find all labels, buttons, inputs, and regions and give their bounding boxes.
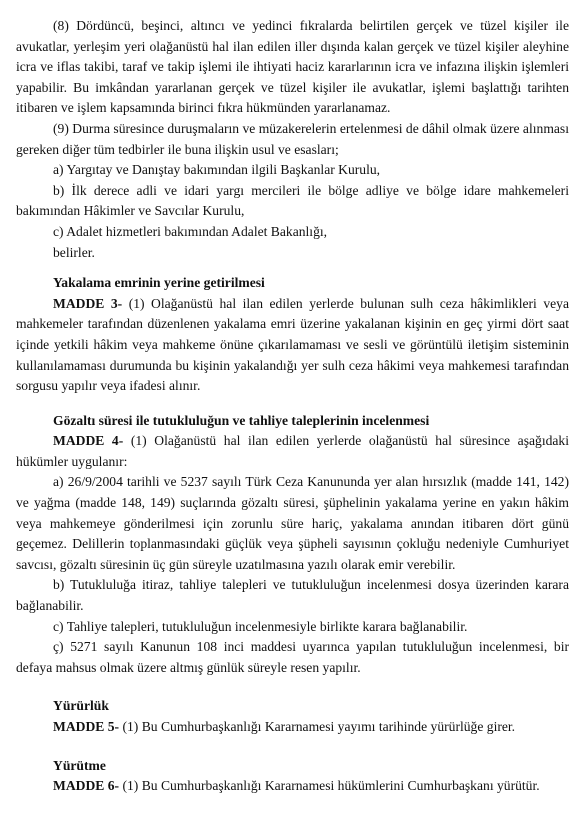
article-5-heading: Yürürlük <box>53 698 109 714</box>
article-6-text: (1) Bu Cumhurbaşkanlığı Kararnamesi hükümlerini Cumhurbaşkanı yürütür. <box>119 778 540 794</box>
article-4-text: (1) Olağanüstü hal ilan edilen yerlerde olağanüstü hal süresince aşağıdaki hükümler uygulanır: <box>16 433 569 469</box>
article-4-heading: Gözaltı süresi ile tutukluluğun ve tahliye taleplerinin incelenmesi <box>53 412 430 428</box>
article-3-body <box>16 294 569 397</box>
article-3-heading: Yakalama emrinin yerine getirilmesi <box>53 275 265 291</box>
article-5-body <box>16 717 569 738</box>
paragraph-9: (9) Durma süresince duruşmaların ve müzakerelerin ertelenmesi de dâhil olmak üzere alınması gereken diğer tüm tedbirler ile buna ilişkin usul ve esasları; <box>16 120 569 157</box>
article-4-label: MADDE 4- <box>53 433 124 449</box>
list-item-b: b) İlk derece adli ve idari yargı mercileri ile bölge adliye ve bölge idare mahkemeleri bakımından Hâkimler ve Savcılar Kurulu, <box>16 182 569 219</box>
article-3-label: MADDE 3- <box>53 295 123 311</box>
article-4-item-c: c) Tahliye talepleri, tutukluluğun incelenmesiyle birlikte karara bağlanabilir. <box>53 618 468 634</box>
article-6-label: MADDE 6- <box>53 778 120 794</box>
list-item-c: c) Adalet hizmetleri bakımından Adalet Bakanlığı, <box>53 223 328 239</box>
article-4-item-b: b) Tutukluluğa itiraz, tahliye talepleri ve tutukluluğun incelenmesi dosya üzerinden karara bağlanabilir. <box>16 577 569 614</box>
closing-word-belirler: belirler. <box>53 244 95 260</box>
article-5-text: (1) Bu Cumhurbaşkanlığı Kararnamesi yayımı tarihinde yürürlüğe girer. <box>119 719 516 734</box>
list-item-a: a) Yargıtay ve Danıştay bakımından ilgili Başkanlar Kurulu, <box>53 162 381 178</box>
paragraph-8: (8) Dördüncü, beşinci, altıncı ve yedinci fıkralarda belirtilen gerçek ve tüzel kişiler ile avukatlar, yerleşim yeri olağanüstü hal ilan edilen iller dışında kalan gerçek ve tüzel kişiler aleyhine icra ve iflas takibi, taraf ve takip işlemi ile ihtiyati haciz kararlarının icra ve infazına ilişkin işlemleri yapabilir. Bu imkândan yararlanan gerçek ve tüzel kişiler ile avukatlar, işlemi başlattığı tarihten itibaren ve işlem kapsamında birinci fıkra hükmünden yararlanamaz. <box>16 18 569 116</box>
article-5-label: MADDE 5- <box>53 719 120 734</box>
article-6-body <box>16 776 569 797</box>
article-4-item-cc: ç) 5271 sayılı Kanunun 108 inci maddesi uyarınca yapılan tutukluluğun incelenmesi, bir defaya mahsus olmak üzere altmış günlük süreyle resen yapılır. <box>16 639 569 675</box>
article-4-item-a: a) 26/9/2004 tarihli ve 5237 sayılı Türk Ceza Kanununda yer alan hırsızlık (madde 141, 142) ve yağma (madde 148, 149) suçlarında gözaltı süresi, şüphelinin yakalama yerine en yakın hâkim veya mahkemeye gönderilmesi için zorunlu süre hariç, yakalama anından itibaren dört günü geçemez. Delillerin toplanmasındaki güçlük veya şüpheli sayısının çokluğu nedeniyle Cumhuriyet savcısı, gözaltı süresinin üç gün süreyle uzatılmasına yazılı olarak emir verebilir. <box>16 474 569 572</box>
article-3-text: (1) Olağanüstü hal ilan edilen yerlerde bulunan sulh ceza hâkimlikleri veya mahkemeler tarafından düzenlenen yakalama emri üzerine yakalanan kişinin en geç yirmi dört saat içinde yetkili hâkim veya mahkeme önüne çıkarılamaması ve sesli ve görüntülü iletişim sisteminin kullanılamaması durumunda bu kişinin yakalandığı yer sulh ceza hâkimi veya mahkemesi tarafından sorgusu yapılır veya ifadesi alınır. <box>16 295 569 394</box>
article-4-body <box>16 431 569 472</box>
article-6-heading: Yürütme <box>53 757 106 773</box>
